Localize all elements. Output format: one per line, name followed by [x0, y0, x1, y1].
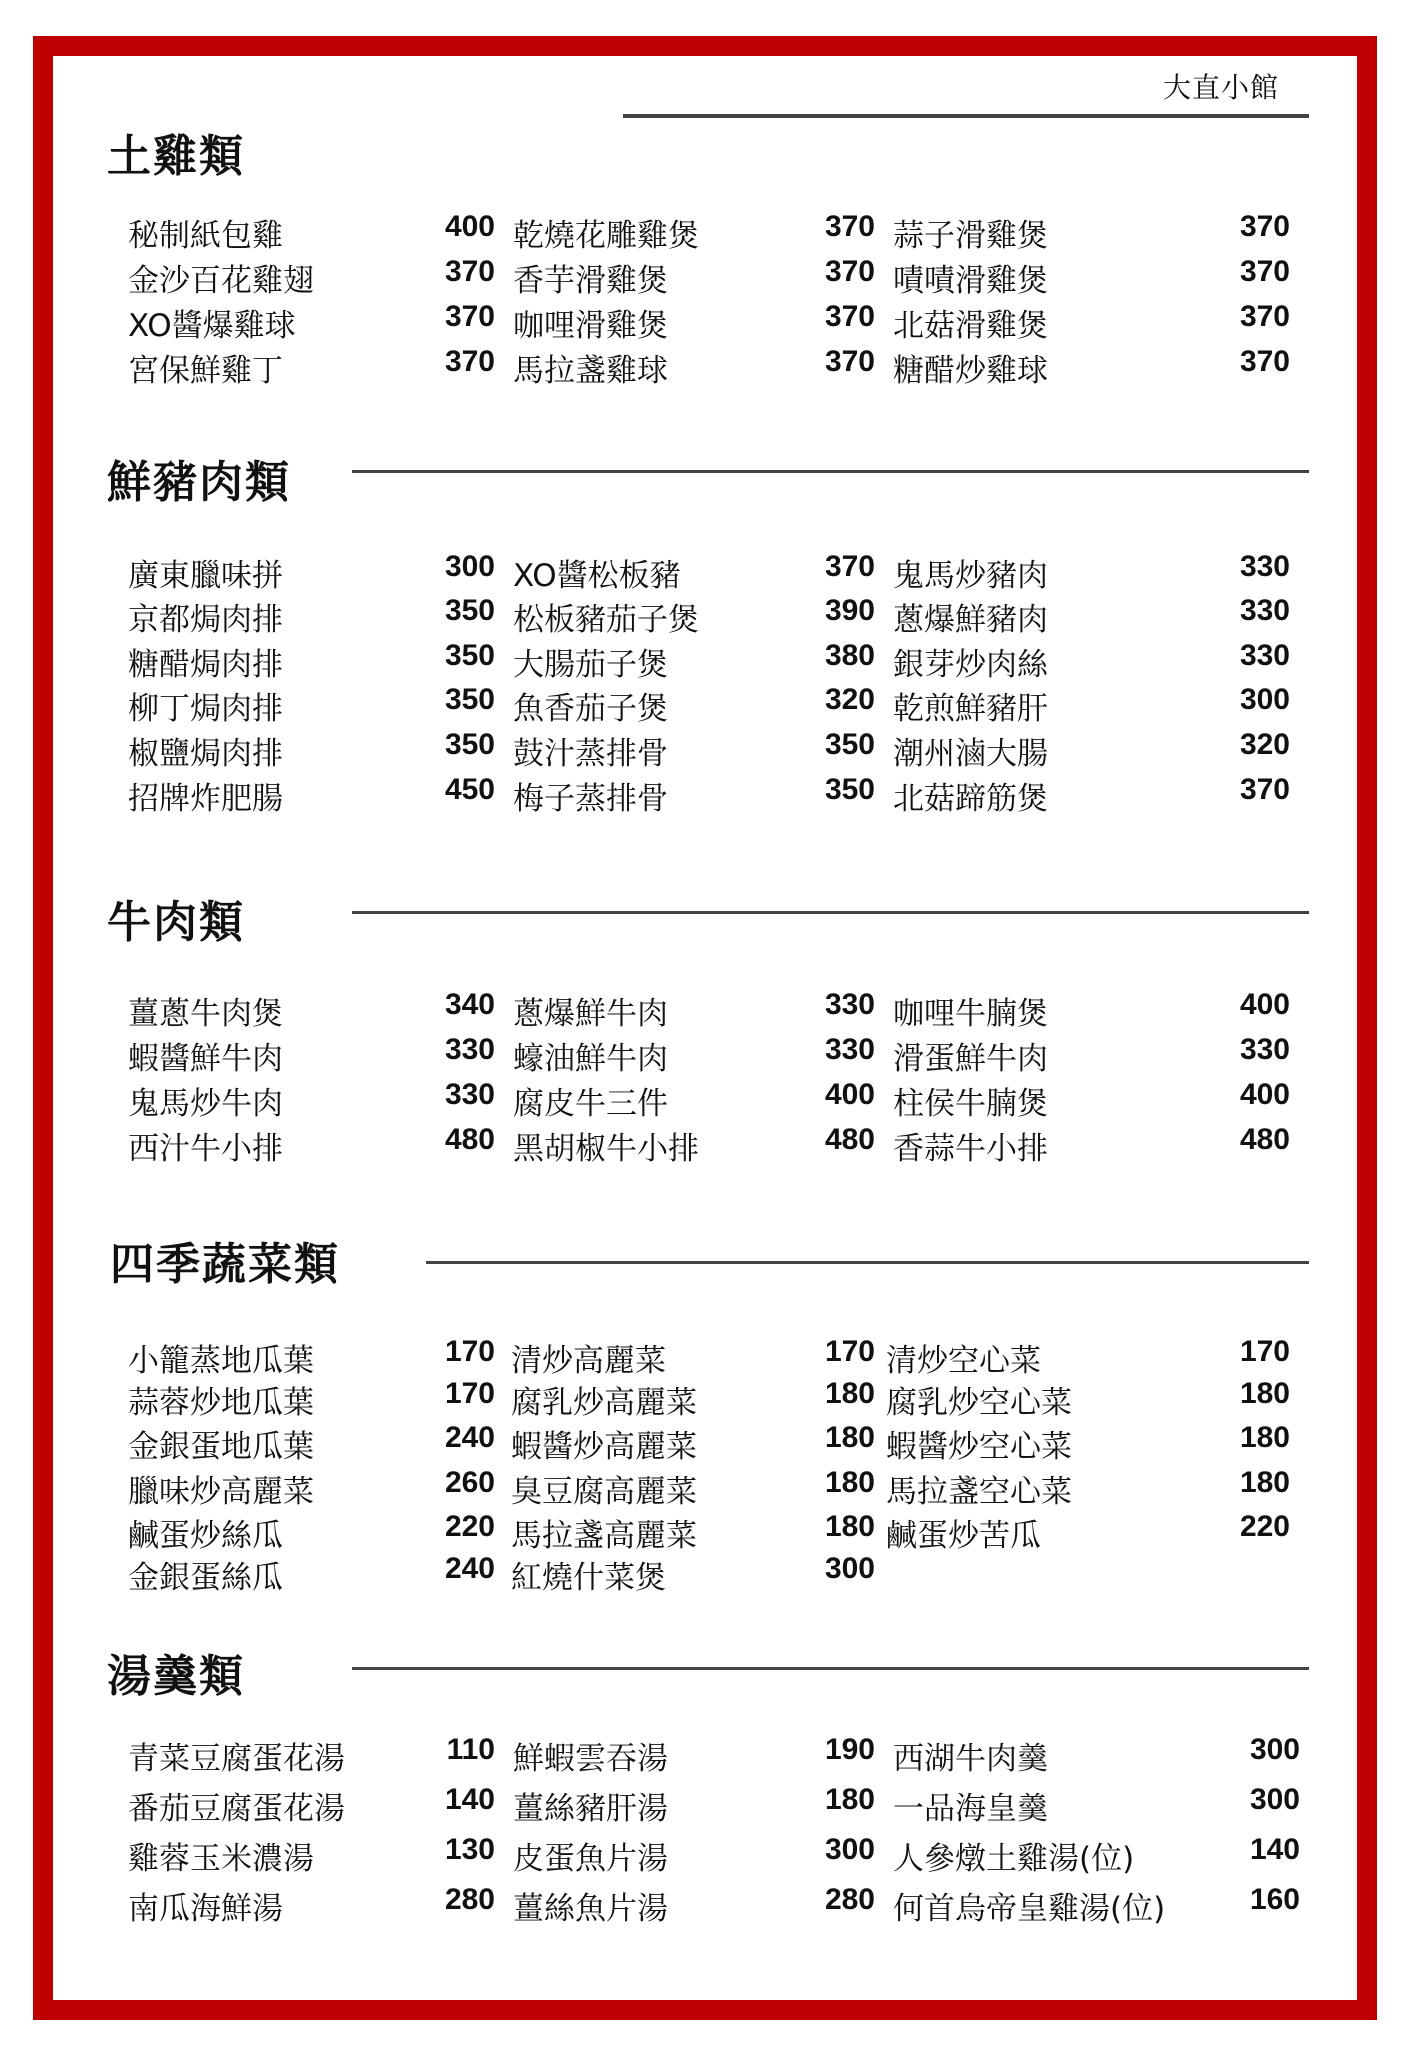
dish-price: 480: [1239, 1123, 1290, 1156]
dish-name: 南瓜海鮮湯: [128, 1891, 283, 1927]
dish-name: 蒜蓉炒地瓜葉: [128, 1385, 314, 1421]
dish-name: 北菇滑雞煲: [893, 308, 1048, 344]
dish-price: 330: [1239, 594, 1290, 627]
dish-name: 嘖嘖滑雞煲: [893, 263, 1048, 299]
dish-price: 300: [1249, 1783, 1300, 1816]
dish-price: 180: [824, 1421, 875, 1454]
section-title-vegetables: 四季蔬菜類: [110, 1239, 340, 1290]
dish-price: 370: [1239, 773, 1290, 806]
section-divider: [352, 470, 1309, 473]
dish-price: 380: [824, 639, 875, 672]
dish-name: 蔥爆鮮牛肉: [513, 996, 668, 1032]
dish-price: 350: [824, 773, 875, 806]
dish-price: 350: [444, 639, 495, 672]
dish-name: 薑絲魚片湯: [513, 1891, 668, 1927]
dish-name: 柱侯牛腩煲: [893, 1086, 1048, 1122]
dish-name: 馬拉盞高麗菜: [511, 1518, 697, 1554]
dish-price: 450: [444, 773, 495, 806]
dish-name: XO醬爆雞球: [128, 308, 296, 344]
dish-name: 西汁牛小排: [128, 1131, 283, 1167]
dish-name: 清炒高麗菜: [511, 1343, 666, 1379]
dish-price: 170: [1239, 1335, 1290, 1368]
menu-row: [128, 1033, 1293, 1077]
dish-name: 青菜豆腐蛋花湯: [128, 1741, 345, 1777]
menu-row: [128, 1783, 1300, 1827]
section-divider: [352, 911, 1309, 914]
dish-price: 370: [1239, 255, 1290, 288]
dish-price: 370: [824, 255, 875, 288]
section-divider: [352, 1667, 1309, 1670]
dish-price: 320: [1239, 728, 1290, 761]
dish-price: 350: [444, 728, 495, 761]
dish-price: 400: [824, 1078, 875, 1111]
dish-price: 240: [444, 1421, 495, 1454]
dish-name: 金銀蛋地瓜葉: [128, 1429, 314, 1465]
dish-name: 皮蛋魚片湯: [513, 1841, 668, 1877]
dish-name: 番茄豆腐蛋花湯: [128, 1791, 345, 1827]
dish-name: 蠔油鮮牛肉: [513, 1041, 668, 1077]
dish-name: 薑絲豬肝湯: [513, 1791, 668, 1827]
dish-price: 300: [824, 1552, 875, 1585]
menu-row: [128, 210, 1293, 254]
dish-name: 秘制紙包雞: [128, 218, 283, 254]
dish-price: 370: [444, 255, 495, 288]
menu-row: [128, 1377, 1293, 1421]
menu-row: [128, 1552, 1293, 1596]
dish-price: 370: [1239, 300, 1290, 333]
menu-row: [128, 594, 1293, 638]
dish-price: 180: [1239, 1377, 1290, 1410]
dish-price: 330: [1239, 550, 1290, 583]
dish-name: 招牌炸肥腸: [128, 781, 283, 817]
dish-name: 金銀蛋絲瓜: [128, 1560, 283, 1596]
dish-name: 鬼馬炒牛肉: [128, 1086, 283, 1122]
dish-name: 椒鹽焗肉排: [128, 736, 283, 772]
menu-row: [128, 1733, 1300, 1777]
dish-price: 160: [1249, 1883, 1300, 1916]
dish-name: 鹹蛋炒絲瓜: [128, 1518, 283, 1554]
dish-price: 370: [444, 345, 495, 378]
dish-name: 腐乳炒空心菜: [886, 1385, 1072, 1421]
dish-price: 400: [1239, 1078, 1290, 1111]
dish-name: 蒜子滑雞煲: [893, 218, 1048, 254]
dish-name: 北菇蹄筋煲: [893, 781, 1048, 817]
dish-name: 魚香茄子煲: [513, 691, 668, 727]
dish-price: 280: [824, 1883, 875, 1916]
dish-price: 330: [444, 1033, 495, 1066]
dish-name: 臭豆腐高麗菜: [511, 1474, 697, 1510]
dish-name: 薑蔥牛肉煲: [128, 996, 283, 1032]
dish-name: 乾煎鮮豬肝: [893, 691, 1048, 727]
dish-price: 180: [1239, 1466, 1290, 1499]
dish-price: 280: [444, 1883, 495, 1916]
dish-name: 鼓汁蒸排骨: [513, 736, 668, 772]
dish-name: 廣東臘味拼: [128, 558, 283, 594]
dish-name: 人參燉土雞湯(位): [893, 1841, 1135, 1877]
dish-price: 370: [824, 345, 875, 378]
dish-price: 390: [824, 594, 875, 627]
menu-row: [128, 345, 1293, 389]
dish-name: 鹹蛋炒苦瓜: [886, 1518, 1041, 1554]
menu-row: [128, 1078, 1293, 1122]
section-title-pork: 鮮豬肉類: [107, 457, 291, 508]
dish-price: 300: [824, 1833, 875, 1866]
dish-price: 170: [444, 1377, 495, 1410]
menu-row: [128, 300, 1293, 344]
dish-name: 柳丁焗肉排: [128, 691, 283, 727]
dish-name: 清炒空心菜: [886, 1343, 1041, 1379]
dish-price: 220: [1239, 1510, 1290, 1543]
section-title-beef: 牛肉類: [107, 897, 245, 948]
dish-name: 香蒜牛小排: [893, 1131, 1048, 1167]
dish-name: 糖醋焗肉排: [128, 647, 283, 683]
dish-name: 宮保鮮雞丁: [128, 353, 283, 389]
dish-price: 170: [824, 1335, 875, 1368]
dish-name: 梅子蒸排骨: [513, 781, 668, 817]
dish-price: 180: [824, 1466, 875, 1499]
menu-row: [128, 1883, 1300, 1927]
dish-name: 鮮蝦雲吞湯: [513, 1741, 668, 1777]
dish-name: 乾燒花雕雞煲: [513, 218, 699, 254]
dish-name: 滑蛋鮮牛肉: [893, 1041, 1048, 1077]
dish-name: 蔥爆鮮豬肉: [893, 602, 1048, 638]
dish-price: 320: [824, 683, 875, 716]
menu-row: [128, 1421, 1293, 1465]
dish-name: 一品海皇羹: [893, 1791, 1048, 1827]
menu-row: [128, 639, 1293, 683]
menu-row: [128, 1335, 1293, 1379]
dish-price: 330: [444, 1078, 495, 1111]
dish-price: 480: [444, 1123, 495, 1156]
dish-name: 腐皮牛三件: [513, 1086, 668, 1122]
dish-price: 180: [824, 1377, 875, 1410]
dish-price: 240: [444, 1552, 495, 1585]
dish-name: XO醬松板豬: [513, 558, 681, 594]
menu-row: [128, 1833, 1300, 1877]
section-title-chicken: 土雞類: [107, 131, 245, 182]
header-divider: [623, 114, 1309, 118]
dish-name: 蝦醬鮮牛肉: [128, 1041, 283, 1077]
dish-name: 雞蓉玉米濃湯: [128, 1841, 314, 1877]
dish-price: 170: [444, 1335, 495, 1368]
dish-name: 馬拉盞空心菜: [886, 1474, 1072, 1510]
dish-price: 370: [1239, 345, 1290, 378]
dish-price: 480: [824, 1123, 875, 1156]
dish-name: 蝦醬炒空心菜: [886, 1429, 1072, 1465]
dish-name: 咖哩滑雞煲: [513, 308, 668, 344]
dish-name: 何首烏帝皇雞湯(位): [893, 1891, 1166, 1927]
dish-price: 330: [1239, 1033, 1290, 1066]
dish-price: 300: [444, 550, 495, 583]
dish-name: 臘味炒高麗菜: [128, 1474, 314, 1510]
dish-price: 300: [1249, 1733, 1300, 1766]
dish-name: 小籠蒸地瓜葉: [128, 1343, 314, 1379]
dish-price: 350: [444, 683, 495, 716]
menu-row: [128, 683, 1293, 727]
dish-name: 馬拉盞雞球: [513, 353, 668, 389]
dish-name: 鬼馬炒豬肉: [893, 558, 1048, 594]
menu-row: [128, 255, 1293, 299]
dish-price: 370: [824, 300, 875, 333]
dish-name: 松板豬茄子煲: [513, 602, 699, 638]
dish-price: 220: [444, 1510, 495, 1543]
menu-row: [128, 1510, 1293, 1554]
dish-price: 400: [1239, 988, 1290, 1021]
dish-name: 腐乳炒高麗菜: [511, 1385, 697, 1421]
dish-price: 190: [824, 1733, 875, 1766]
dish-name: 潮州滷大腸: [893, 736, 1048, 772]
dish-name: 紅燒什菜煲: [511, 1560, 666, 1596]
dish-price: 330: [1239, 639, 1290, 672]
menu-row: [128, 550, 1293, 594]
dish-price: 350: [444, 594, 495, 627]
dish-price: 180: [1239, 1421, 1290, 1454]
menu-row: [128, 988, 1293, 1032]
dish-price: 330: [824, 988, 875, 1021]
dish-name: 蝦醬炒高麗菜: [511, 1429, 697, 1465]
dish-price: 370: [444, 300, 495, 333]
dish-price: 140: [444, 1783, 495, 1816]
dish-name: 京都焗肉排: [128, 602, 283, 638]
dish-name: 銀芽炒肉絲: [893, 647, 1048, 683]
dish-name: 金沙百花雞翅: [128, 263, 314, 299]
dish-name: 西湖牛肉羹: [893, 1741, 1048, 1777]
restaurant-name: 大直小館: [1163, 71, 1280, 104]
section-divider: [426, 1261, 1309, 1264]
menu-row: [128, 773, 1293, 817]
dish-price: 370: [1239, 210, 1290, 243]
menu-row: [128, 728, 1293, 772]
dish-price: 110: [446, 1733, 495, 1766]
menu-row: [128, 1466, 1293, 1510]
dish-name: 大腸茄子煲: [513, 647, 668, 683]
dish-price: 130: [444, 1833, 495, 1866]
dish-price: 180: [824, 1510, 875, 1543]
dish-price: 350: [824, 728, 875, 761]
dish-price: 260: [444, 1466, 495, 1499]
dish-name: 黑胡椒牛小排: [513, 1131, 699, 1167]
section-title-soups: 湯羹類: [107, 1651, 245, 1702]
dish-price: 330: [824, 1033, 875, 1066]
dish-price: 140: [1249, 1833, 1300, 1866]
dish-price: 370: [824, 550, 875, 583]
dish-price: 180: [824, 1783, 875, 1816]
dish-price: 340: [444, 988, 495, 1021]
dish-name: 香芋滑雞煲: [513, 263, 668, 299]
dish-price: 370: [824, 210, 875, 243]
dish-name: 咖哩牛腩煲: [893, 996, 1048, 1032]
dish-price: 400: [444, 210, 495, 243]
dish-name: 糖醋炒雞球: [893, 353, 1048, 389]
dish-price: 300: [1239, 683, 1290, 716]
menu-row: [128, 1123, 1293, 1167]
